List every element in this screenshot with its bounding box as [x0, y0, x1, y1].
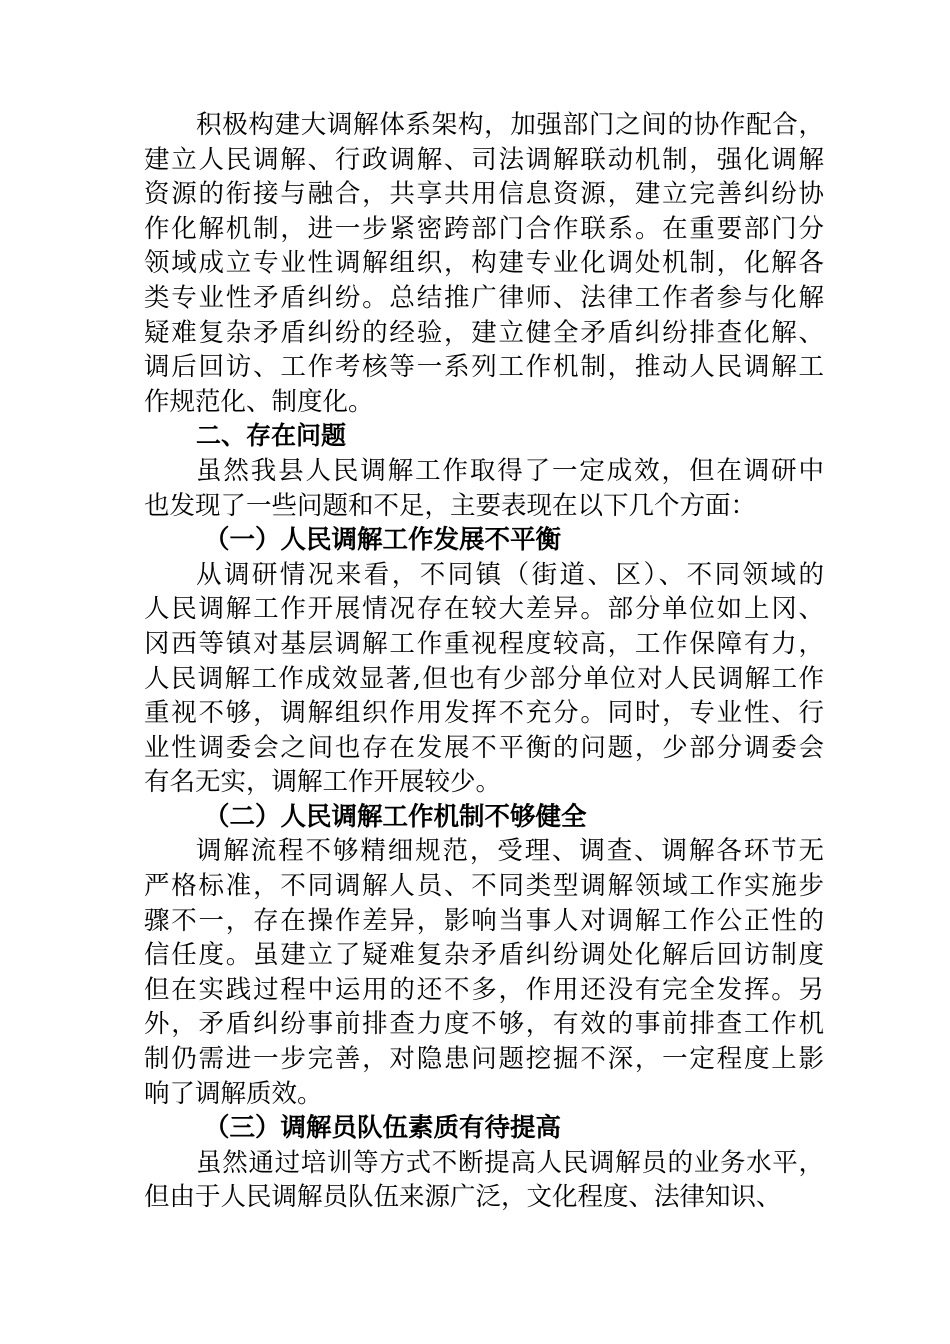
paragraph-line: 调解流程不够精细规范，受理、调查、调解各环节无: [196, 836, 824, 867]
document-page: [144, 108, 824, 1215]
subsection-heading: （二）人民调解工作机制不够健全: [204, 801, 587, 832]
paragraph-line: 人民调解工作开展情况存在较大差异。部分单位如上冈、: [144, 594, 824, 625]
paragraph-line: 调后回访、工作考核等一系列工作机制，推动人民调解工: [144, 352, 824, 383]
paragraph-line: 冈西等镇对基层调解工作重视程度较高，工作保障有力，: [144, 628, 824, 659]
paragraph-line: 但由于人民调解员队伍来源广泛，文化程度、法律知识、: [144, 1182, 782, 1213]
paragraph-line: 信任度。虽建立了疑难复杂矛盾纠纷调处化解后回访制度: [144, 940, 824, 971]
paragraph-line: 领域成立专业性调解组织，构建专业化调处机制，化解各: [144, 248, 824, 279]
paragraph-line: 虽然我县人民调解工作取得了一定成效，但在调研中: [196, 455, 824, 486]
paragraph-line: 响了调解质效。: [144, 1078, 323, 1109]
subsection-heading: （一）人民调解工作发展不平衡: [204, 525, 562, 556]
paragraph-line: 积极构建大调解体系架构，加强部门之间的协作配合，: [196, 110, 824, 140]
paragraph: [144, 108, 824, 419]
paragraph-line: 建立人民调解、行政调解、司法调解联动机制，强化调解: [144, 144, 824, 175]
paragraph-line: 骤不一，存在操作差异，影响当事人对调解工作公正性的: [144, 905, 824, 936]
paragraph-line: 重视不够，调解组织作用发挥不充分。同时，专业性、行: [144, 698, 824, 729]
subsection-heading: （三）调解员队伍素质有待提高: [204, 1113, 562, 1144]
paragraph-line: 制仍需进一步完善，对隐患问题挖掘不深，一定程度上影: [144, 1044, 824, 1075]
paragraph-line: 但在实践过程中运用的还不多，作用还没有完全发挥。另: [144, 974, 824, 1005]
paragraph-line: 外，矛盾纠纷事前排查力度不够，有效的事前排查工作机: [144, 1009, 824, 1040]
paragraph: [144, 834, 824, 1111]
paragraph-line: 有名无实，调解工作开展较少。: [144, 767, 502, 798]
paragraph-line: 资源的衔接与融合，共享共用信息资源，建立完善纠纷协: [144, 179, 824, 210]
paragraph: [144, 454, 824, 523]
paragraph: [144, 558, 824, 800]
paragraph-line: 作化解机制，进一步紧密跨部门合作联系。在重要部门分: [144, 213, 824, 244]
section-heading: 二、存在问题: [196, 421, 347, 451]
paragraph-line: 严格标准，不同调解人员、不同类型调解领域工作实施步: [144, 871, 824, 902]
paragraph-line: 疑难复杂矛盾纠纷的经验，建立健全矛盾纠纷排查化解、: [144, 317, 824, 348]
paragraph: [144, 1146, 824, 1215]
paragraph-line: 作规范化、制度化。: [144, 386, 374, 417]
paragraph-line: 从调研情况来看，不同镇（街道、区）、不同领域的: [196, 559, 824, 590]
paragraph-line: 人民调解工作成效显著,但也有少部分单位对人民调解工作: [144, 663, 824, 694]
paragraph-line: 也发现了一些问题和不足，主要表现在以下几个方面：: [144, 490, 757, 521]
paragraph-line: 虽然通过培训等方式不断提高人民调解员的业务水平，: [196, 1147, 824, 1178]
paragraph-line: 类专业性矛盾纠纷。总结推广律师、法律工作者参与化解: [144, 282, 824, 313]
paragraph-line: 业性调委会之间也存在发展不平衡的问题，少部分调委会: [144, 732, 824, 763]
